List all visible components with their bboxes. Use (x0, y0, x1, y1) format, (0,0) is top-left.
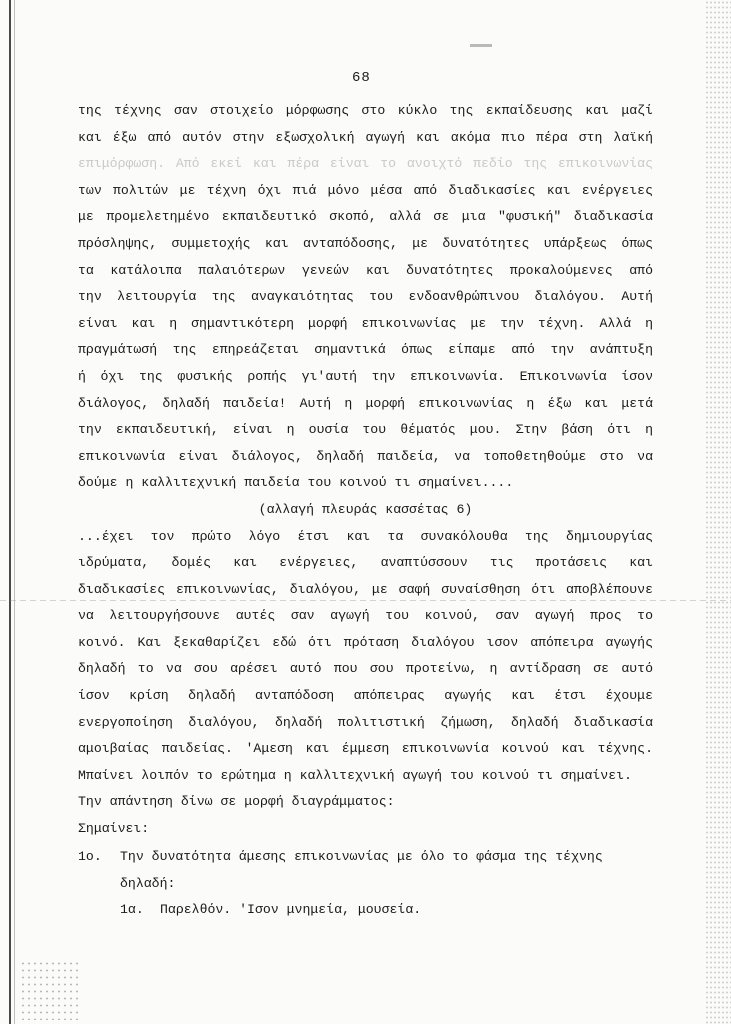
list-subitem-number: 1α. (120, 902, 144, 918)
scan-edge-line-faint (14, 0, 15, 1024)
text-line: διαδικασίες επικοινωνίας, διαλόγου, με σαφή συναίσθηση ότι αποβλέπουνε (78, 581, 653, 597)
text-line: πρόσληψης, συμμετοχής και ανταπόδοσης, με δυνατότητες υπάρξεως όπως (78, 235, 653, 251)
text-line: την λειτουργία της αναγκαιότητας του ενδοανθρώπινου διαλόγου. Αυτή (78, 289, 653, 305)
text-line: διάλογος, δηλαδή παιδεία! Αυτή η μορφή επικοινωνίας η έξω και μετά (78, 395, 653, 411)
text-line: ιδρύματα, δομές και ενέργειες, αναπτύσσουν τις προτάσεις και (78, 555, 653, 571)
list-item-number: 1ο. (78, 849, 102, 864)
page-number: 68 (352, 70, 371, 86)
text-line: ενεργοποίηση διαλόγου, δηλαδή πολιτιστική ζήμωση, δηλαδή διαδικασία (78, 714, 653, 730)
text-line-faded: επιμόρφωση. Από εκεί και πέρα είναι το ανοιχτό πεδίο της επικοινωνίας (78, 156, 653, 172)
text-line: επικοινωνία είναι διάλογος, δηλαδή παιδεία, να τοποθετηθούμε στο να (78, 448, 653, 464)
text-line: Την απάντηση δίνω σε μορφή διαγράμματος: (78, 794, 395, 810)
text-line: ή όχι της φυσικής ροπής γι'αυτή την επικοινωνία. Επικοινωνία ίσον (78, 368, 653, 384)
definition-list (78, 844, 653, 924)
text-line: τα κατάλοιπα παλαιότερων γενεών και δυνατότητες προκαλούμενες από (78, 262, 653, 278)
text-line: αμοιβαίας παιδείας. 'Αμεση και έμμεση επικοινωνία κοινού και τέχνης. (78, 741, 653, 757)
text-line: την εκπαιδευτική, είναι η ουσία του θέματός μου. Στην βάση ότι η (78, 422, 653, 438)
list-item (78, 844, 653, 871)
text-line: ...έχει τον πρώτο λόγο έτσι και τα συνακόλουθα της δημιουργίας (78, 528, 653, 544)
text-line: είναι και η σημαντικότερη μορφή επικοινωνίας με την τέχνη. Αλλά η (78, 315, 653, 331)
list-item-continuation (78, 871, 653, 898)
text-line: δούμε η καλλιτεχνική παιδεία του κοινού τι σημαίνει.... (78, 475, 514, 491)
scan-smudge (470, 44, 492, 47)
text-line: πραγμάτωσή της επηρεάζεται σημαντικά όπως είπαμε από την ανάπτυξη (78, 342, 653, 358)
text-line: να λειτουργήσουνε αυτές σαν αγωγή του κοινού, σαν αγωγή προς το (78, 608, 653, 624)
list-item-text: Την δυνατότητα άμεσης επικοινωνίας με όλο το φάσμα της τέχνης (120, 849, 603, 864)
scan-edge-line (9, 0, 11, 1024)
list-subitem-text: Παρελθόν. 'Ισον μνημεία, μουσεία. (160, 902, 422, 918)
text-line: ίσον κρίση δηλαδή ανταπόδοση απόπειρας αγωγής και έτσι έχουμε (78, 688, 653, 704)
text-line: και έξω από αυτόν στην εξωσχολική αγωγή και ακόμα πιο πέρα στη λαϊκή (78, 129, 653, 145)
text-line: Σημαίνει: (78, 821, 150, 837)
list-subitem (78, 897, 653, 924)
text-line: των πολιτών με τέχνη όχι πιά μόνο μέσα από διαδικασίες και ενέργειες (78, 182, 653, 198)
body-text (78, 98, 653, 843)
text-line: της τέχνης σαν στοιχείο μόρφωσης στο κύκλο της εκπαίδευσης και μαζί (78, 103, 653, 118)
scan-noise-bottom (20, 960, 80, 1020)
scan-noise-right (705, 0, 731, 1024)
cassette-note: (αλλαγή πλευράς κασσέτας 6) (258, 501, 473, 517)
text-line: Μπαίνει λοιπόν το ερώτημα η καλλιτεχνική αγωγή του κοινού τι σημαίνει. (78, 767, 632, 783)
text-line: με προμελετημένο εκπαιδευτικό σκοπό, αλλά σε μια "φυσική" διαδικασία (78, 209, 653, 225)
list-item-text: δηλαδή: (120, 875, 176, 891)
text-line: δηλαδή το να σου αρέσει αυτό που σου προτείνω, η αντίδραση σε αυτό (78, 661, 653, 677)
text-line: κοινό. Και ξεκαθαρίζει εδώ ότι πρόταση διαλόγου ισον απόπειρα αγωγής (78, 634, 653, 650)
